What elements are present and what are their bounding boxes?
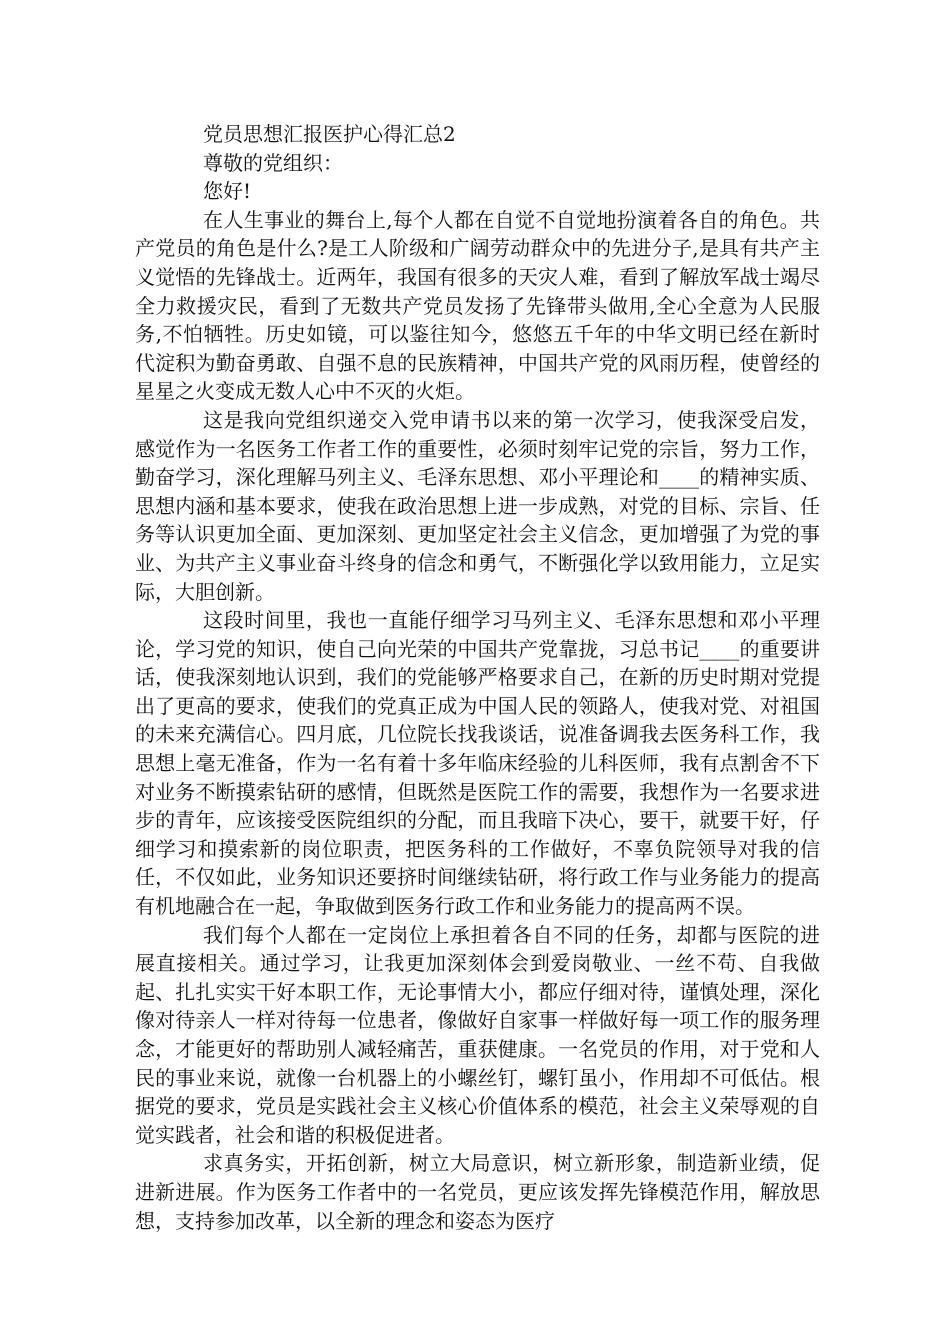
- paragraph: 我们每个人都在一定岗位上承担着各自不同的任务，却都与医院的进展直接相关。通过学习，让我更加深刻体会到爱岗敬业、一丝不苟、自我做起、扎扎实实干好本职工作，无论事情大小，都应仔细对待，谨慎处理，深化像对待亲人一样对待每一位患者，像做好自家事一样做好每一项工作的服务理念，才能更好的帮助别人减轻痛苦，重获健康。一名党员的作用，对于党和人民的事业来说，就像一台机器上的小螺丝钉，螺钉虽小，作用却不可低估。根据党的要求，党员是实践社会主义核心价值体系的模范，社会主义荣辱观的自觉实践者，社会和谐的积极促进者。: [135, 922, 820, 1147]
- paragraph: 这是我向党组织递交入党申请书以来的第一次学习，使我深受启发，感觉作为一名医务工作者工作的重要性，必须时刻牢记党的宗旨，努力工作，勤奋学习，深化理解马列主义、毛泽东思想、邓小平理论和____的精神实质、思想内涵和基本要求，使我在政治思想上进一步成熟，对党的目标、宗旨、任务等认识更加全面、更加深刻、更加坚定社会主义信念，更加增强了为党的事业、为共产主义事业奋斗终身的信念和勇气，不断强化学以致用能力，立足实际，大胆创新。: [135, 407, 820, 604]
- paragraph: 在人生事业的舞台上,每个人都在自觉不自觉地扮演着各自的角色。共产党员的角色是什么?是工人阶级和广阔劳动群众中的先进分子,是具有共产主义觉悟的先锋战士。近两年，我国有很多的天灾人难，看到了解放军战士竭尽全力救援灾民，看到了无数共产党员发扬了先锋带头做用,全心全意为人民服务,不怕牺牲。历史如镜，可以鉴往知今，悠悠五千年的中华文明已经在新时代淀积为勤奋勇敢、自强不息的民族精神，中国共产党的风雨历程，使曾经的星星之火变成无数人心中不灭的火炬。: [135, 207, 820, 404]
- document-body: [135, 120, 820, 1235]
- paragraph: 这段时间里，我也一直能仔细学习马列主义、毛泽东思想和邓小平理论，学习党的知识，使自己向光荣的中国共产党靠拢，习总书记____的重要讲话，使我深刻地认识到，我们的党能够严格要求自己，在新的历史时期对党提出了更高的要求，使我们的党真正成为中国人民的领路人，使我对党、对祖国的未来充满信心。四月底，几位院长找我谈话，说准备调我去医务科工作，我思想上毫无准备，作为一名有着十多年临床经验的儿科医师，我有点割舍不下对业务不断摸索钻研的感情，但既然是医院工作的需要，我想作为一名要求进步的青年，应该接受医院组织的分配，而且我暗下决心，要干，就要干好，仔细学习和摸索新的岗位职责，把医务科的工作做好，不辜负院领导对我的信任，不仅如此，业务知识还要挤时间继续钻研，将行政工作与业务能力的提高有机地融合在一起，争取做到医务行政工作和业务能力的提高两不误。: [135, 608, 820, 919]
- paragraph: 求真务实，开拓创新，树立大局意识，树立新形象，制造新业绩，促进新进展。作为医务工作者中的一名党员，更应该发挥先锋模范作用，解放思想，支持参加改革，以全新的理念和姿态为医疗: [135, 1151, 820, 1233]
- salutation: 尊敬的党组织：: [203, 150, 343, 175]
- document-title: 党员思想汇报医护心得汇总2: [203, 122, 456, 146]
- greeting: 您好!: [203, 179, 252, 204]
